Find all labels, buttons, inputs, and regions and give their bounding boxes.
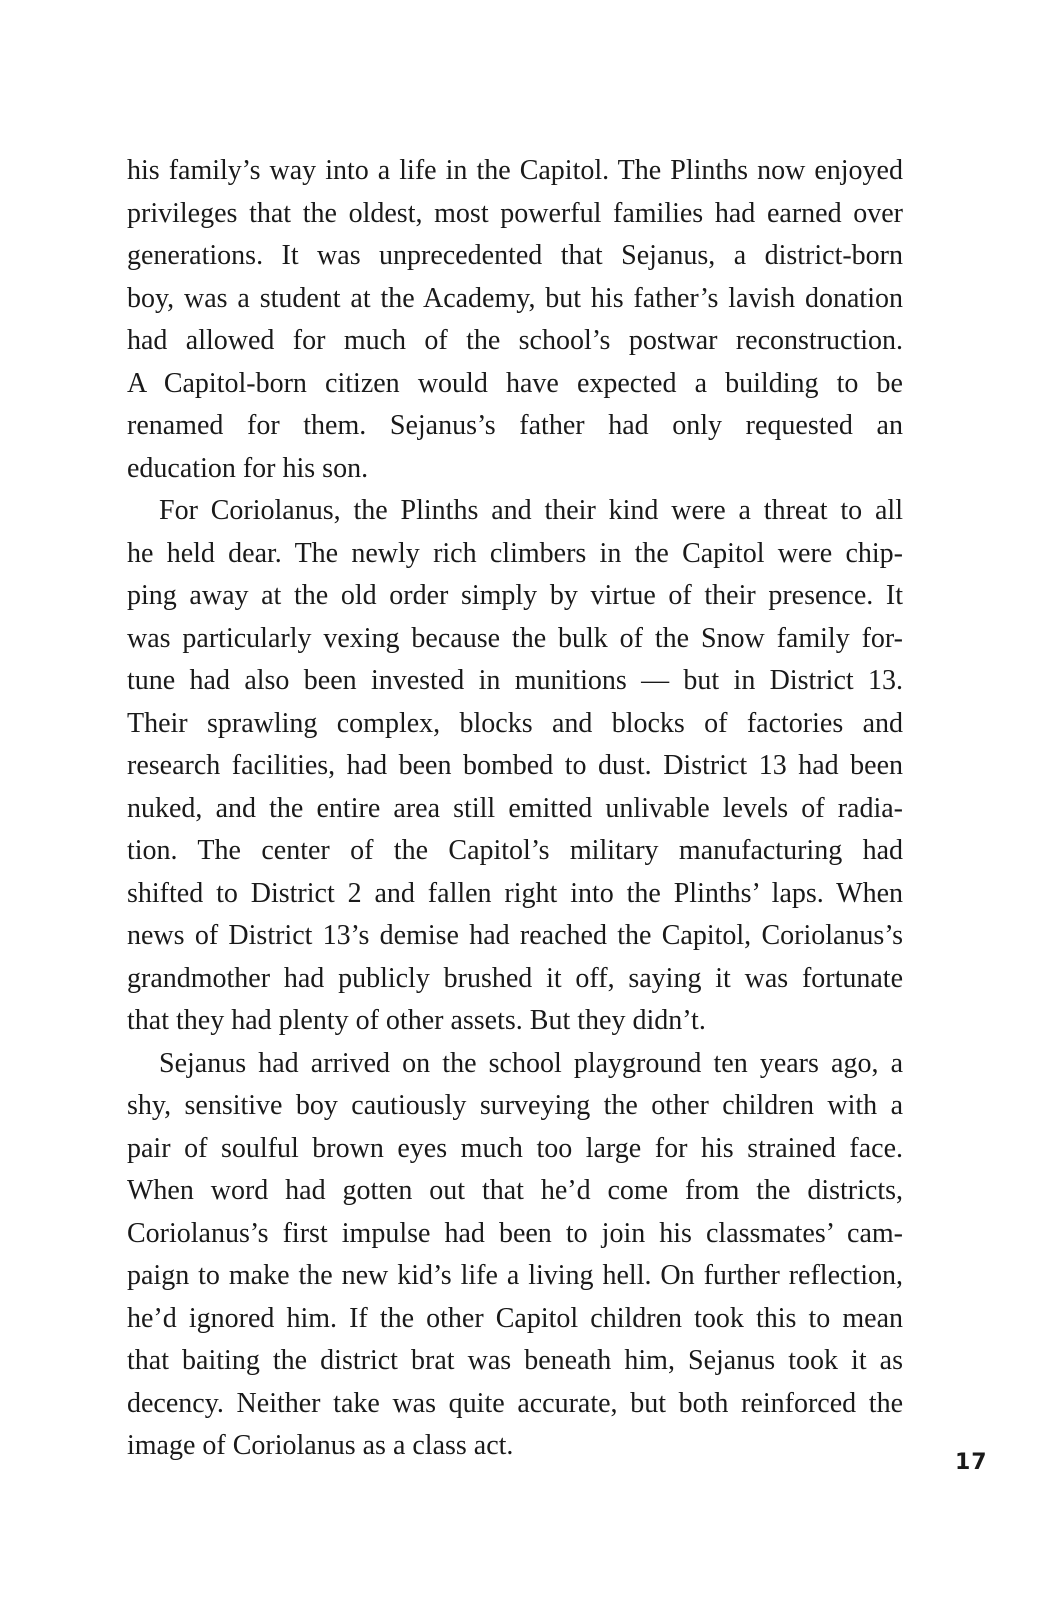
text-line: Sejanus had arrived on the school playground ten years ago, a (159, 1047, 903, 1079)
text-line: education for his son. (127, 452, 369, 484)
text-line: pair of soulful brown eyes much too large for his strained face. (127, 1132, 903, 1164)
text-line: research facilities, had been bombed to dust. District 13 had been (127, 750, 903, 781)
text-line: nuked, and the entire area still emitted unlivable levels of radia- (127, 792, 903, 824)
text-line: had allowed for much of the school’s postwar reconstruction. (127, 325, 903, 356)
text-line: When word had gotten out that he’d come from the districts, (127, 1175, 903, 1206)
text-line: boy, was a student at the Academy, but his father’s lavish donation (127, 282, 903, 314)
text-line: For Coriolanus, the Plinths and their kind were a threat to all (159, 495, 903, 526)
body-text (127, 150, 903, 1468)
text-line: he held dear. The newly rich climbers in the Capitol were chip- (127, 537, 903, 569)
paragraph (127, 490, 903, 1043)
text-line: shifted to District 2 and fallen right into the Plinths’ laps. When (127, 877, 903, 909)
paragraph (127, 150, 903, 490)
text-line: grandmother had publicly brushed it off, saying it was fortunate (127, 962, 903, 994)
text-line: shy, sensitive boy cautiously surveying the other children with a (127, 1090, 903, 1121)
page-number: 17 (955, 1450, 988, 1475)
paragraph (127, 1043, 903, 1468)
text-line: that baiting the district brat was beneath him, Sejanus took it as (127, 1345, 903, 1376)
text-line: Their sprawling complex, blocks and blocks of factories and (127, 707, 903, 739)
text-line: tune had also been invested in munitions — but in District 13. (127, 665, 903, 696)
text-line: was particularly vexing because the bulk of the Snow family for- (127, 622, 903, 654)
text-line: decency. Neither take was quite accurate, but both reinforced the (127, 1387, 903, 1419)
text-line: privileges that the oldest, most powerful families had earned over (127, 197, 903, 229)
text-line: tion. The center of the Capitol’s military manufacturing had (127, 835, 903, 866)
text-line: news of District 13’s demise had reached the Capitol, Coriolanus’s (127, 920, 903, 951)
text-line: generations. It was unprecedented that Sejanus, a district-born (127, 240, 903, 271)
text-line: that they had plenty of other assets. But they didn’t. (127, 1005, 706, 1036)
text-line: Coriolanus’s first impulse had been to join his classmates’ cam- (127, 1217, 903, 1249)
text-line: image of Coriolanus as a class act. (127, 1430, 514, 1461)
text-line: renamed for them. Sejanus’s father had only requested an (127, 410, 903, 441)
text-line: ping away at the old order simply by virtue of their presence. It (127, 580, 903, 611)
text-line: A Capitol-born citizen would have expected a building to be (127, 367, 903, 399)
text-line: paign to make the new kid’s life a living hell. On further reflection, (127, 1260, 903, 1291)
text-line: his family’s way into a life in the Capitol. The Plinths now enjoyed (127, 155, 903, 186)
text-line: he’d ignored him. If the other Capitol children took this to mean (127, 1302, 903, 1334)
